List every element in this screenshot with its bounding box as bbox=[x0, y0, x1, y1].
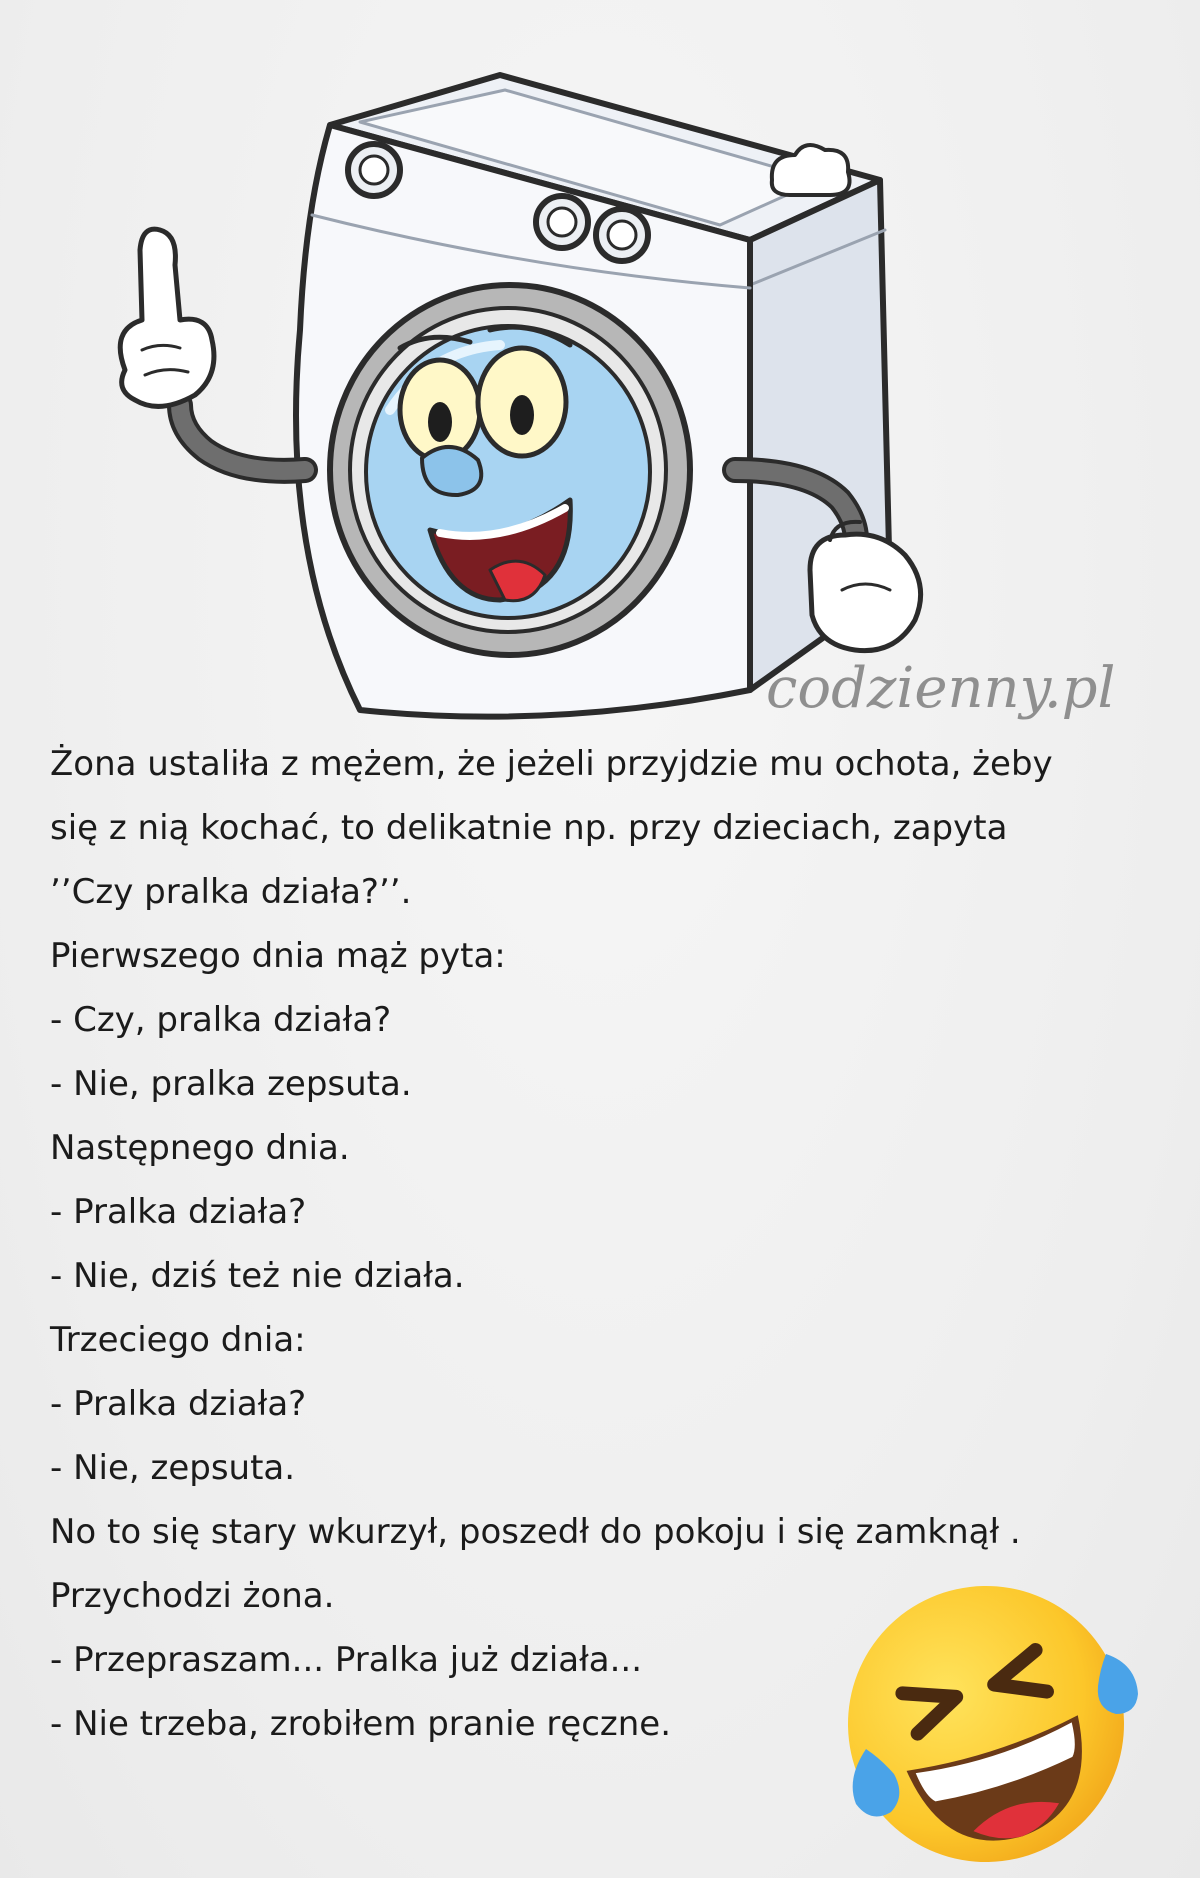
joke-line: Trzeciego dnia: bbox=[50, 1320, 306, 1360]
joke-line: Żona ustaliła z mężem, że jeżeli przyjdzie mu ochota, żeby bbox=[50, 744, 1053, 784]
joke-line: - Nie, dziś też nie działa. bbox=[50, 1256, 465, 1296]
joke-line: - Nie trzeba, zrobiłem pranie ręczne. bbox=[50, 1704, 672, 1744]
rolling-on-the-floor-laughing-emoji bbox=[826, 1574, 1146, 1874]
joke-line: Następnego dnia. bbox=[50, 1128, 350, 1168]
joke-line: No to się stary wkurzył, poszedł do pokoju i się zamknął . bbox=[50, 1512, 1021, 1552]
washing-machine-illustration bbox=[30, 30, 930, 720]
joke-line: - Czy, pralka działa? bbox=[50, 1000, 392, 1040]
joke-line: - Przepraszam... Pralka już działa... bbox=[50, 1640, 643, 1680]
joke-line: się z nią kochać, to delikatnie np. przy dzieciach, zapyta bbox=[50, 808, 1008, 848]
washing-machine bbox=[120, 75, 920, 717]
joke-line: - Nie, pralka zepsuta. bbox=[50, 1064, 412, 1104]
joke-line: - Pralka działa? bbox=[50, 1192, 307, 1232]
joke-line: Pierwszego dnia mąż pyta: bbox=[50, 936, 506, 976]
joke-line: - Pralka działa? bbox=[50, 1384, 307, 1424]
joke-line: ’’Czy pralka działa?’’. bbox=[50, 872, 412, 912]
watermark: codzienny.pl bbox=[766, 656, 1116, 721]
joke-line: - Nie, zepsuta. bbox=[50, 1448, 296, 1488]
joke-line: Przychodzi żona. bbox=[50, 1576, 335, 1616]
